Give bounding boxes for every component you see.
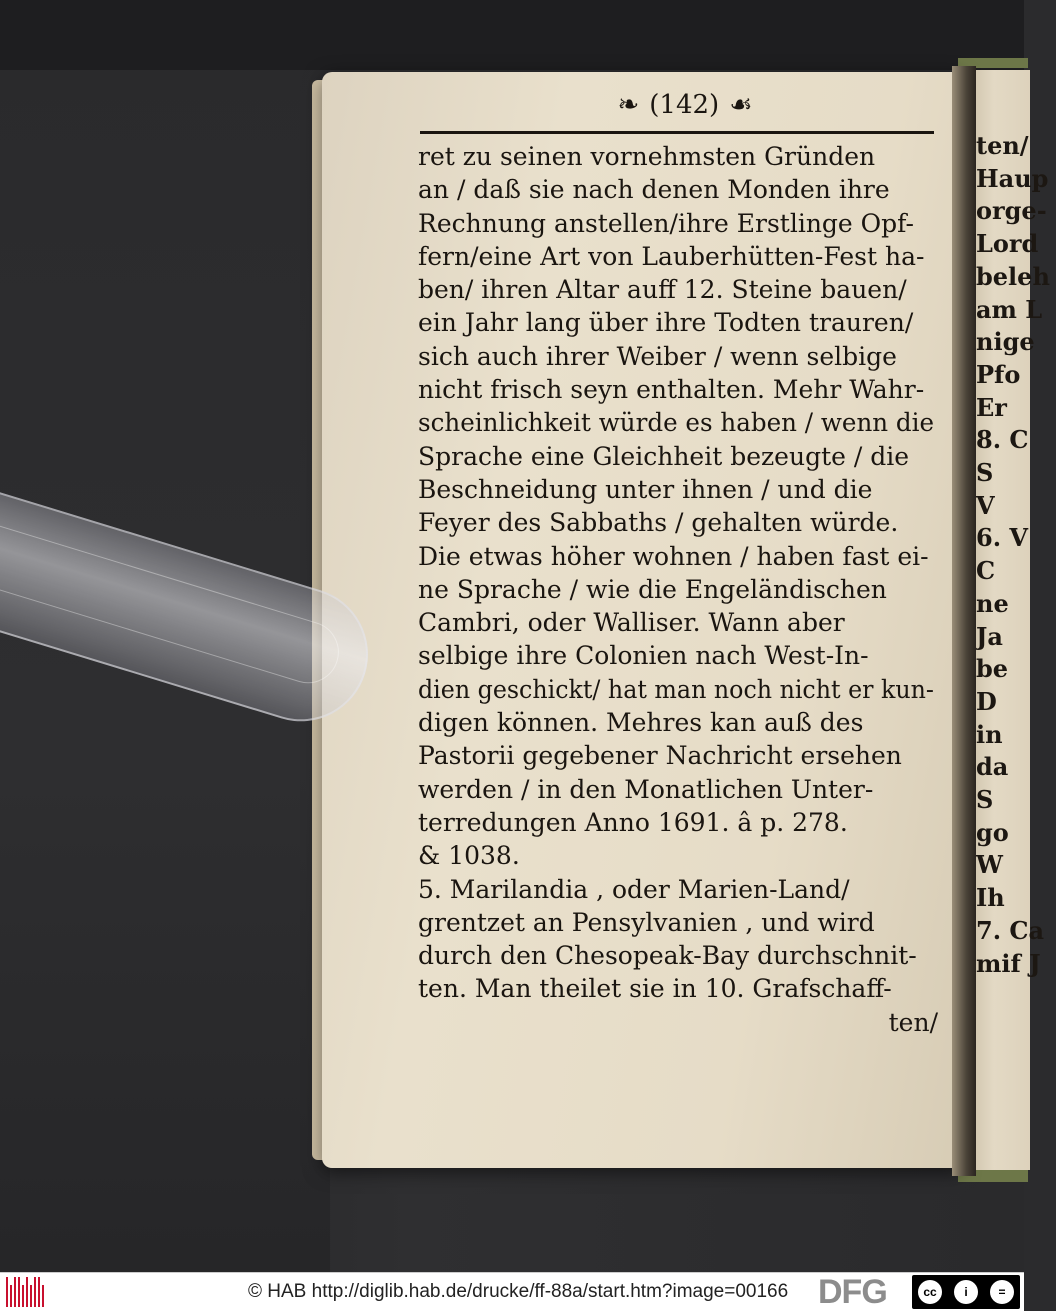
facing-page-fragment: be [976,654,1009,684]
text-line-content: Beschneidung unter ihnen / und die [418,474,873,504]
text-line [418,240,938,273]
text-line-content: & 1038. [418,841,520,871]
text-line-content: Cambri, oder Walliser. Wann aber [418,608,845,638]
header-ornament-right-icon: ☙ [729,90,753,120]
facing-page-fragment: Ja [976,621,1003,651]
text-line [418,207,938,240]
text-line-content: fern/eine Art von Lauberhütten-Fest ha- [418,241,925,271]
facing-page-fragment: go [976,817,1009,847]
text-line-content: Pastorii gegebener Nachricht ersehen [418,741,902,771]
text-line [418,573,938,606]
text-line-content: Sprache eine Gleichheit bezeugte / die [418,441,910,471]
text-line-content: dien geschickt/ hat man noch nicht er kun- [418,674,934,704]
text-line-content: ne Sprache / wie die Engeländischen [418,574,887,604]
facing-page-fragment: 6. V [976,523,1029,553]
facing-page-fragment: in [976,719,1003,749]
text-line [418,739,938,772]
text-line [418,873,938,906]
facing-page [970,70,1050,1170]
facing-page-fragment: S [976,785,994,815]
facing-page-fragment: 8. C [976,425,1029,455]
page-number: (142) [649,90,720,120]
text-line-content: an / daß sie nach denen Monden ihre [418,175,890,205]
facing-page-fragment: 7. Ca [976,915,1045,945]
text-line [418,1006,938,1039]
dfg-logo: DFG [818,1273,887,1311]
facing-page-fragment: W [976,850,1003,880]
facing-page-fragment: Er [976,392,1007,422]
text-line-content: ten. Man theilet sie in 10. Grafschaff- [418,974,892,1004]
facing-page-fragment: mif J [976,948,1041,978]
text-line-content: 5. Marilandia , oder Marien-Land/ [418,874,850,904]
facing-page-fragment: C [976,556,996,586]
text-line [418,306,938,339]
text-line [418,473,938,506]
facing-page-fragments [976,130,1056,980]
text-line [418,839,938,872]
facing-page-fragment: nige [976,327,1035,357]
text-line-content: Feyer des Sabbaths / gehalten würde. [418,508,899,538]
facing-page-fragment: ne [976,588,1009,618]
facing-page-fragment: D [976,686,997,716]
hab-barcode-icon [6,1277,48,1307]
header-rule [420,131,934,134]
header-ornament-left-icon: ❧ [617,90,640,120]
text-line [418,506,938,539]
viewer-footer [0,1272,1024,1311]
text-line-content: grentzet an Pensylvanien , und wird [418,907,875,937]
facing-page-fragment: orge- [976,196,1047,226]
attribution-icon: i [954,1280,978,1304]
text-line [418,406,938,439]
text-line [418,606,938,639]
text-line-content: nicht frisch seyn enthalten. Mehr Wahr- [418,375,925,405]
text-line [418,806,938,839]
text-line [418,906,938,939]
share-alike-icon: = [990,1280,1014,1304]
text-line-content: ten/ [888,1007,938,1037]
text-line-content: werden / in den Monatlichen Unter- [418,774,874,804]
text-line-content: Rechnung anstellen/ihre Erstlinge Opf- [418,208,914,238]
text-line [418,273,938,306]
facing-page-fragment: am L [976,294,1043,324]
text-line-content: Die etwas höher wohnen / haben fast ei- [418,541,929,571]
facing-page-fragment: V [976,490,995,520]
text-line-content: durch den Chesopeak-Bay durchschnit- [418,941,917,971]
facing-page-fragment: beleh [976,261,1050,291]
text-line [418,639,938,672]
body-text [418,140,938,1039]
background-top [0,0,1024,70]
facing-page-fragment: S [976,458,994,488]
text-line [418,440,938,473]
book-gutter [952,66,976,1176]
facing-page-fragment: Pfo [976,359,1021,389]
text-line-content: terredungen Anno 1691. â p. 278. [418,807,848,837]
cc-license-badge[interactable] [912,1275,1020,1309]
text-line-content: digen können. Mehres kan auß des [418,708,864,738]
text-line [418,972,938,1005]
text-line [418,706,938,739]
cc-icon: cc [918,1280,942,1304]
text-line-content: selbige ihre Colonien nach West-In- [418,641,869,671]
text-line [418,673,938,706]
text-line [418,773,938,806]
copyright-link[interactable]: © HAB http://diglib.hab.de/drucke/ff-88a/start.htm?image=00166 [248,1281,789,1302]
text-line [418,173,938,206]
text-line [418,540,938,573]
text-line-content: sich auch ihrer Weiber / wenn selbige [418,341,897,371]
text-line-content: ret zu seinen vornehmsten Gründen [418,142,876,171]
text-line [418,373,938,406]
text-line [418,140,938,173]
text-line [418,340,938,373]
text-line-content: scheinlichkeit würde es haben / wenn die [418,408,935,438]
text-line [418,939,938,972]
facing-page-fragment: da [976,752,1009,782]
facing-page-fragment: Ih [976,883,1005,913]
page-header [570,85,800,125]
facing-page-fragment: Haup [976,163,1049,193]
facing-page-fragment: ten/ [976,131,1029,160]
facing-page-fragment: Lord [976,229,1039,259]
text-line-content: ben/ ihren Altar auff 12. Steine bauen/ [418,275,907,305]
text-line-content: ein Jahr lang über ihre Todten trauren/ [418,308,914,338]
